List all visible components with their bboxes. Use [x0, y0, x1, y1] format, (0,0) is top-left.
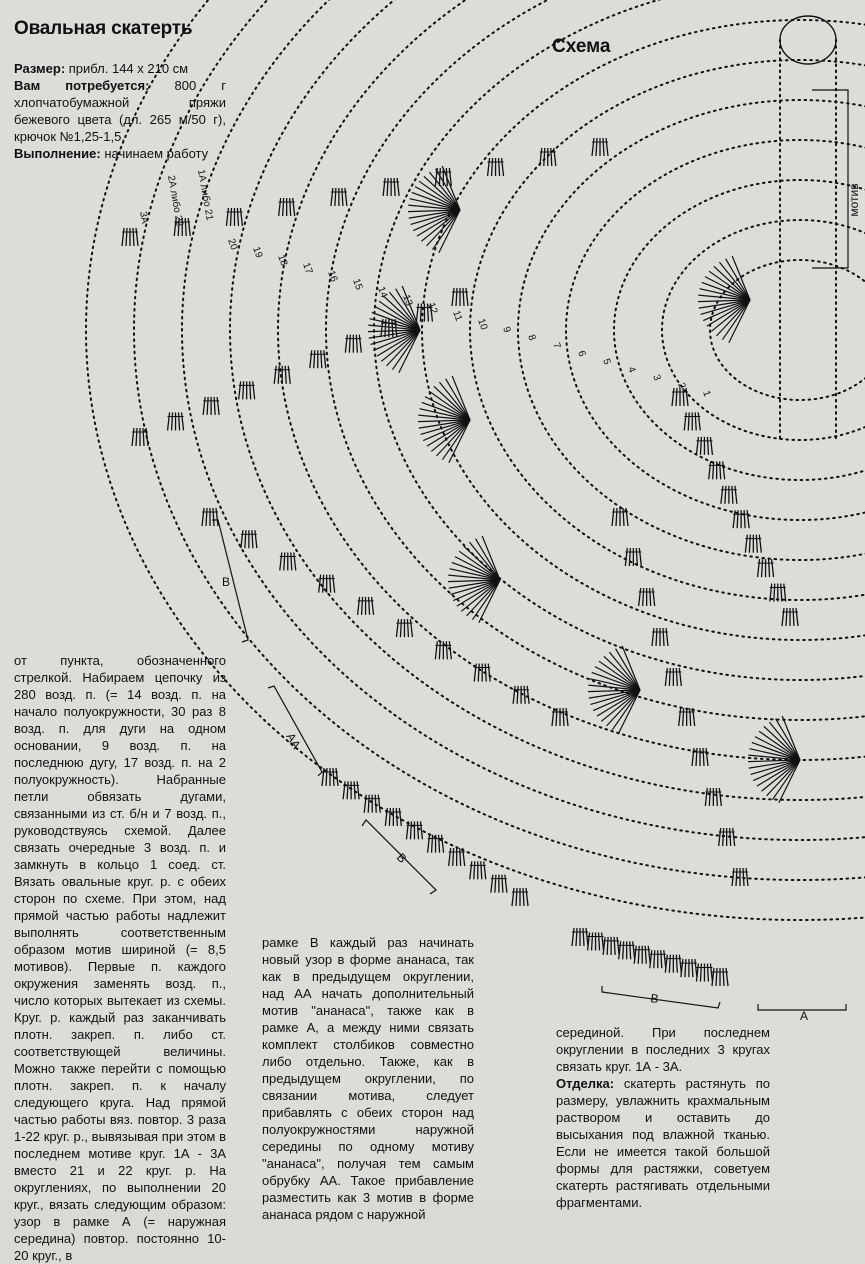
- stitch-fan-line: [434, 386, 470, 420]
- double-crochet-mark: [592, 932, 593, 950]
- double-crochet-mark: [723, 968, 724, 986]
- double-crochet-mark: [630, 941, 631, 959]
- double-crochet-mark: [505, 875, 507, 893]
- double-crochet-mark: [280, 552, 282, 570]
- double-crochet-mark: [603, 138, 604, 156]
- double-crochet-mark: [143, 428, 144, 446]
- double-crochet-mark: [323, 575, 324, 593]
- double-crochet-mark: [793, 608, 794, 626]
- double-crochet-mark: [676, 388, 677, 406]
- double-crochet-mark: [136, 228, 138, 246]
- double-crochet-mark: [335, 188, 336, 206]
- double-crochet-mark: [612, 508, 614, 526]
- double-crochet-mark: [435, 641, 437, 659]
- double-crochet-mark: [387, 178, 388, 196]
- row-number: 3: [650, 373, 663, 383]
- double-crochet-mark: [685, 959, 686, 977]
- double-crochet-mark: [400, 619, 401, 637]
- double-crochet-mark: [488, 158, 490, 176]
- double-crochet-mark: [623, 941, 624, 959]
- double-crochet-mark: [669, 955, 670, 973]
- row-number: 16: [325, 269, 340, 284]
- double-crochet-mark: [688, 412, 689, 430]
- double-crochet-mark: [499, 158, 500, 176]
- double-crochet-mark: [399, 808, 401, 826]
- stitch-fan-line: [464, 546, 500, 580]
- double-crochet-mark: [623, 508, 624, 526]
- chain-arc: [182, 0, 865, 840]
- double-crochet-mark: [372, 597, 374, 615]
- double-crochet-mark: [410, 821, 411, 839]
- double-crochet-mark: [707, 964, 708, 982]
- row-3a-label: 3А: [137, 210, 151, 225]
- exec-value: начинаем работу: [100, 146, 209, 161]
- double-crochet-mark: [684, 412, 686, 430]
- double-crochet-mark: [725, 486, 726, 504]
- double-crochet-mark: [314, 350, 315, 368]
- double-crochet-mark: [629, 548, 630, 566]
- double-crochet-mark: [592, 138, 594, 156]
- double-crochet-mark: [517, 686, 518, 704]
- chain-arc: [710, 260, 865, 400]
- chain-arc: [518, 100, 865, 560]
- double-crochet-mark: [396, 619, 398, 637]
- chain-arc: [614, 180, 865, 480]
- double-crochet-mark: [583, 928, 584, 946]
- double-crochet-mark: [397, 178, 399, 196]
- double-crochet-mark: [638, 946, 639, 964]
- double-crochet-mark: [182, 412, 184, 430]
- double-crochet-mark: [452, 288, 454, 306]
- row-number: 14: [375, 285, 390, 300]
- double-crochet-mark: [513, 686, 515, 704]
- double-crochet-mark: [551, 148, 552, 166]
- double-crochet-mark: [669, 668, 670, 686]
- text-column-1: от пункта, обозначенного стрелкой. Набираем цепочку из 280 возд. п. (= 14 возд. п. на начало полуокружности, 30 раз 8 возд. п. для дуги на одном основании, 9 возд. п. на последнюю дугу, 17 возд. п. на 2 полуокружность). Набранные петли обвязать дугами, связанными из ст. б/н и 7 возд. п., руководствуясь схемой. Далее связать очередные 3 возд. п. и замкнуть в кольцо 1 соед. ст. Вязать овальные круг. р. с обеих сторон по схеме. При этом, над прямой частью работы надлежит выполнять соответственным образом мотив шириной (= 8,5 мотивов). Первые п. каждого окружения заменять возд. п., число которых вытекает из схемы. Круг. р. каждый раз заканчивать плотн. закреп. п. либо ст. соответствующей величины. Можно также перейти с помощью плотн. закреп. п. к началу следующего круга. Над прямой частью работы вяз. повтор. 3 раза 1-22 круг. р., вывязывая при этом в последнем мотиве круг. 1А - 3А вместо 21 и 22 круг. р. На округлениях, по выполнении 20 круг., вязать следующим образом: узор в рамке А (= наружная середина) повтор. постоянно 10-20 круг., в: [14, 653, 226, 1263]
- double-crochet-mark: [716, 788, 717, 806]
- double-crochet-mark: [719, 828, 721, 846]
- double-crochet-mark: [526, 888, 528, 906]
- double-crochet-mark: [241, 530, 243, 548]
- double-crochet-mark: [756, 535, 757, 553]
- double-crochet-mark: [132, 428, 134, 446]
- double-crochet-mark: [460, 848, 461, 866]
- double-crochet-mark: [356, 335, 357, 353]
- double-crochet-mark: [357, 781, 359, 799]
- text-column-2: рамке В каждый раз начинать новый узор в форме ананаса, так как в предыдущем округлении, над АА начать дополнительный мотив "ананаса", также как в рамке А, а между ними связать комплект столбиков совместно либо отдельно. Также, как в предыдущем округлении, по связании мотива, следует прибавлять с обеих сторон над полуокружностями наружной середины по одному мотиву "ананаса", получая тем самым обрубку АА. Такое прибавление разместить как 3 мотив в форме ананаса рядом с наружной: [262, 935, 474, 1222]
- double-crochet-mark: [743, 868, 744, 886]
- double-crochet-mark: [293, 198, 295, 216]
- double-crochet-mark: [240, 208, 242, 226]
- double-crochet-mark: [358, 597, 360, 615]
- double-crochet-mark: [168, 412, 170, 430]
- double-crochet-mark: [563, 708, 564, 726]
- double-crochet-mark: [406, 821, 408, 839]
- double-crochet-mark: [349, 335, 350, 353]
- double-crochet-mark: [696, 437, 698, 455]
- double-crochet-mark: [206, 508, 207, 526]
- double-crochet-mark: [243, 381, 244, 399]
- double-crochet-mark: [652, 628, 654, 646]
- row-number: 18: [275, 253, 290, 268]
- double-crochet-mark: [774, 584, 775, 602]
- double-crochet-mark: [705, 788, 707, 806]
- double-crochet-mark: [692, 959, 693, 977]
- double-crochet-mark: [695, 412, 696, 430]
- double-crochet-mark: [439, 168, 440, 186]
- double-crochet-mark: [709, 788, 710, 806]
- double-crochet-mark: [700, 964, 701, 982]
- chain-arc: [662, 220, 865, 440]
- double-crochet-mark: [456, 288, 457, 306]
- double-crochet-mark: [636, 548, 637, 566]
- frame-a-label: А: [800, 1009, 809, 1023]
- size-value: прибл. 144 х 210 см: [65, 61, 189, 76]
- double-crochet-mark: [333, 575, 335, 593]
- double-crochet-mark: [746, 868, 748, 886]
- double-crochet-mark: [769, 559, 770, 577]
- motif-label: мотив: [847, 183, 861, 217]
- double-crochet-mark: [359, 335, 361, 353]
- row-number: 7: [550, 341, 563, 351]
- frame-b-mid-label: В: [393, 850, 410, 866]
- double-crochet-mark: [172, 412, 173, 430]
- double-crochet-mark: [653, 588, 655, 606]
- double-crochet-mark: [654, 950, 655, 968]
- double-crochet-mark: [502, 875, 503, 893]
- double-crochet-mark: [730, 828, 731, 846]
- double-crochet-mark: [463, 288, 464, 306]
- double-crochet-mark: [481, 861, 482, 879]
- double-crochet-mark: [410, 619, 412, 637]
- double-crochet-mark: [736, 868, 737, 886]
- double-crochet-mark: [322, 768, 324, 786]
- double-crochet-mark: [226, 208, 228, 226]
- double-crochet-mark: [733, 510, 735, 528]
- double-crochet-mark: [723, 828, 724, 846]
- double-crochet-mark: [484, 861, 486, 879]
- double-crochet-mark: [665, 668, 667, 686]
- double-crochet-mark: [650, 588, 651, 606]
- double-crochet-mark: [420, 821, 422, 839]
- double-crochet-mark: [446, 641, 447, 659]
- double-crochet-mark: [786, 608, 787, 626]
- finish-paragraph: [556, 1075, 770, 1211]
- double-crochet-mark: [544, 148, 545, 166]
- double-crochet-mark: [239, 381, 241, 399]
- row-number: 1: [700, 389, 713, 399]
- double-crochet-mark: [706, 748, 708, 766]
- double-crochet-mark: [672, 388, 674, 406]
- double-crochet-mark: [781, 584, 782, 602]
- row-numbers: [225, 237, 712, 398]
- col3-intro: серединой. При последнем округлении в последних 3 кругах связать круг. 1А - 3А.: [556, 1025, 770, 1074]
- double-crochet-mark: [428, 835, 430, 853]
- double-crochet-mark: [709, 461, 711, 479]
- double-crochet-mark: [554, 148, 556, 166]
- double-crochet-mark: [389, 808, 390, 826]
- double-crochet-mark: [749, 535, 750, 553]
- double-crochet-mark: [321, 350, 322, 368]
- page-title: Овальная скатерть: [14, 18, 193, 39]
- row-number: 17: [300, 261, 315, 276]
- double-crochet-mark: [252, 530, 253, 548]
- double-crochet-mark: [185, 218, 186, 236]
- double-crochet-mark: [470, 861, 472, 879]
- double-crochet-mark: [416, 304, 418, 322]
- double-crochet-mark: [700, 437, 701, 455]
- row-number: 4: [625, 365, 638, 375]
- double-crochet-mark: [607, 937, 608, 955]
- row-number: 11: [450, 309, 465, 323]
- double-crochet-mark: [466, 288, 468, 306]
- finish-label: Отделка:: [556, 1076, 615, 1091]
- double-crochet-mark: [253, 381, 255, 399]
- double-crochet-mark: [516, 888, 517, 906]
- double-crochet-mark: [645, 946, 646, 964]
- double-crochet-mark: [283, 198, 284, 216]
- double-crochet-mark: [721, 486, 723, 504]
- double-crochet-mark: [495, 875, 496, 893]
- stitch-fan-line: [764, 726, 800, 760]
- double-crochet-mark: [122, 228, 124, 246]
- double-crochet-mark: [762, 559, 763, 577]
- double-crochet-mark: [310, 350, 312, 368]
- row-number: 12: [425, 301, 440, 316]
- double-crochet-mark: [690, 708, 691, 726]
- frame-b-bottom-label: В: [649, 991, 660, 1007]
- double-crochet-mark: [523, 888, 524, 906]
- row-number: 6: [575, 349, 588, 359]
- double-crochet-mark: [250, 381, 251, 399]
- double-crochet-mark: [331, 188, 333, 206]
- double-crochet-mark: [278, 366, 279, 384]
- double-crochet-mark: [474, 861, 475, 879]
- double-crochet-mark: [345, 188, 347, 206]
- double-crochet-mark: [710, 437, 712, 455]
- row-number: 13: [400, 293, 415, 308]
- double-crochet-mark: [324, 350, 326, 368]
- double-crochet-mark: [745, 535, 747, 553]
- double-crochet-mark: [639, 588, 641, 606]
- row-number: 10: [475, 317, 490, 332]
- double-crochet-mark: [676, 955, 677, 973]
- double-crochet-mark: [126, 228, 127, 246]
- double-crochet-mark: [133, 228, 134, 246]
- double-crochet-mark: [698, 412, 700, 430]
- double-crochet-mark: [625, 548, 627, 566]
- double-crochet-mark: [713, 461, 714, 479]
- stitch-fan-line: [424, 176, 460, 210]
- double-crochet-mark: [796, 608, 798, 626]
- double-crochet-mark: [716, 968, 717, 986]
- double-crochet-mark: [290, 198, 291, 216]
- double-crochet-mark: [274, 366, 276, 384]
- double-crochet-mark: [420, 304, 421, 322]
- double-crochet-mark: [333, 768, 334, 786]
- size-label: Размер:: [14, 61, 66, 76]
- double-crochet-mark: [453, 848, 454, 866]
- double-crochet-mark: [207, 397, 208, 415]
- double-crochet-mark: [347, 781, 348, 799]
- double-crochet-mark: [744, 510, 745, 528]
- double-crochet-mark: [606, 138, 608, 156]
- double-crochet-mark: [284, 552, 285, 570]
- motif-bracket: [812, 90, 848, 268]
- double-crochet-mark: [407, 619, 408, 637]
- double-crochet-mark: [572, 928, 574, 946]
- double-crochet-mark: [342, 188, 343, 206]
- row-number: 9: [500, 325, 513, 335]
- finish-text: скатерть растянуть по размеру, увлажнить крахмальным раствором и оставить до высыхания под влажной тканью. Если не имеется такой большой формы для растяжки, советуем скатерть растягивать отдельными фрагментами.: [556, 1076, 770, 1210]
- double-crochet-mark: [492, 158, 493, 176]
- stitch-fan-line: [714, 266, 750, 300]
- exec-label: Выполнение:: [14, 146, 101, 161]
- double-crochet-mark: [354, 781, 355, 799]
- double-crochet-mark: [488, 664, 490, 682]
- double-crochet-mark: [136, 428, 137, 446]
- double-crochet-mark: [692, 748, 694, 766]
- double-crochet-mark: [686, 388, 688, 406]
- double-crochet-mark: [703, 748, 704, 766]
- double-crochet-mark: [656, 628, 657, 646]
- schema-title: Схема: [552, 36, 611, 57]
- frame-aa-label: АА: [283, 730, 304, 752]
- double-crochet-mark: [502, 158, 504, 176]
- stitch-fan-line: [604, 656, 640, 690]
- double-crochet-mark: [442, 835, 444, 853]
- double-crochet-mark: [449, 848, 451, 866]
- double-crochet-mark: [758, 559, 760, 577]
- double-crochet-mark: [288, 366, 290, 384]
- double-crochet-mark: [747, 510, 749, 528]
- double-crochet-mark: [772, 559, 774, 577]
- double-crochet-mark: [214, 397, 215, 415]
- double-crochet-mark: [661, 950, 662, 968]
- double-crochet-mark: [394, 178, 395, 196]
- double-crochet-mark: [478, 664, 479, 682]
- double-crochet-mark: [285, 366, 286, 384]
- double-crochet-mark: [362, 597, 363, 615]
- row-2a-label: 2А либо 22: [165, 174, 185, 228]
- double-crochet-mark: [676, 668, 677, 686]
- double-crochet-mark: [217, 397, 219, 415]
- double-crochet-mark: [202, 508, 204, 526]
- ring-motif: [780, 16, 836, 64]
- double-crochet-mark: [449, 641, 451, 659]
- double-crochet-mark: [294, 552, 296, 570]
- double-crochet-mark: [707, 437, 708, 455]
- double-crochet-mark: [663, 628, 664, 646]
- double-crochet-mark: [396, 808, 397, 826]
- row-number: 5: [600, 357, 613, 367]
- double-crochet-mark: [726, 968, 728, 986]
- double-crochet-mark: [345, 335, 347, 353]
- double-crochet-mark: [446, 168, 447, 186]
- double-crochet-mark: [291, 552, 292, 570]
- double-crochet-mark: [552, 708, 554, 726]
- double-crochet-mark: [330, 575, 331, 593]
- double-crochet-mark: [616, 508, 617, 526]
- double-crochet-mark: [245, 530, 246, 548]
- double-crochet-mark: [720, 461, 721, 479]
- double-crochet-mark: [188, 218, 190, 236]
- double-crochet-mark: [782, 608, 784, 626]
- double-crochet-mark: [179, 412, 180, 430]
- double-crochet-mark: [614, 937, 615, 955]
- double-crochet-mark: [596, 138, 597, 156]
- double-crochet-mark: [666, 628, 668, 646]
- double-crochet-mark: [683, 708, 684, 726]
- double-crochet-mark: [439, 641, 440, 659]
- double-crochet-mark: [230, 208, 231, 226]
- double-crochet-mark: [279, 198, 281, 216]
- double-crochet-mark: [599, 932, 600, 950]
- double-crochet-mark: [491, 875, 493, 893]
- double-crochet-mark: [255, 530, 257, 548]
- frame-b-left-label: В: [222, 575, 231, 589]
- double-crochet-mark: [679, 668, 681, 686]
- double-crochet-mark: [203, 397, 205, 415]
- double-crochet-mark: [524, 686, 525, 704]
- double-crochet-mark: [213, 508, 214, 526]
- row-1a-label: 1А либо 21: [195, 168, 215, 222]
- double-crochet-mark: [512, 888, 514, 906]
- double-crochet-mark: [216, 508, 218, 526]
- double-crochet-mark: [485, 664, 486, 682]
- double-crochet-mark: [336, 768, 338, 786]
- double-crochet-mark: [383, 178, 385, 196]
- double-crochet-mark: [375, 795, 376, 813]
- double-crochet-mark: [369, 597, 370, 615]
- double-crochet-mark: [759, 535, 761, 553]
- row-number: 20: [225, 237, 240, 252]
- row-number: 19: [250, 245, 265, 260]
- need-label: Вам потребуется:: [14, 78, 150, 93]
- row-number: 15: [350, 277, 365, 292]
- double-crochet-mark: [723, 461, 725, 479]
- double-crochet-mark: [719, 788, 721, 806]
- double-crochet-mark: [576, 928, 577, 946]
- row-number: 8: [525, 333, 538, 343]
- double-crochet-mark: [732, 486, 733, 504]
- row-number: 2: [675, 381, 688, 391]
- double-crochet-mark: [527, 686, 529, 704]
- double-crochet-mark: [639, 548, 641, 566]
- chain-arc: [422, 20, 865, 640]
- need-value: 800 г хлопчатобумажной пряжи бежевого цвета (дл. 265 м/50 г), крючок №1,25-1,5.: [14, 78, 227, 144]
- frame-b-bottom-bracket: [602, 986, 720, 1008]
- double-crochet-mark: [432, 835, 433, 853]
- double-crochet-mark: [679, 708, 681, 726]
- double-crochet-mark: [735, 486, 737, 504]
- text-column-3: [556, 1024, 770, 1211]
- chain-arc: [374, 0, 865, 680]
- double-crochet-mark: [566, 708, 568, 726]
- chain-arc: [278, 0, 865, 760]
- double-crochet-mark: [368, 795, 369, 813]
- double-crochet-mark: [237, 208, 238, 226]
- double-crochet-mark: [378, 795, 380, 813]
- double-crochet-mark: [417, 821, 418, 839]
- double-crochet-mark: [439, 835, 440, 853]
- double-crochet-mark: [643, 588, 644, 606]
